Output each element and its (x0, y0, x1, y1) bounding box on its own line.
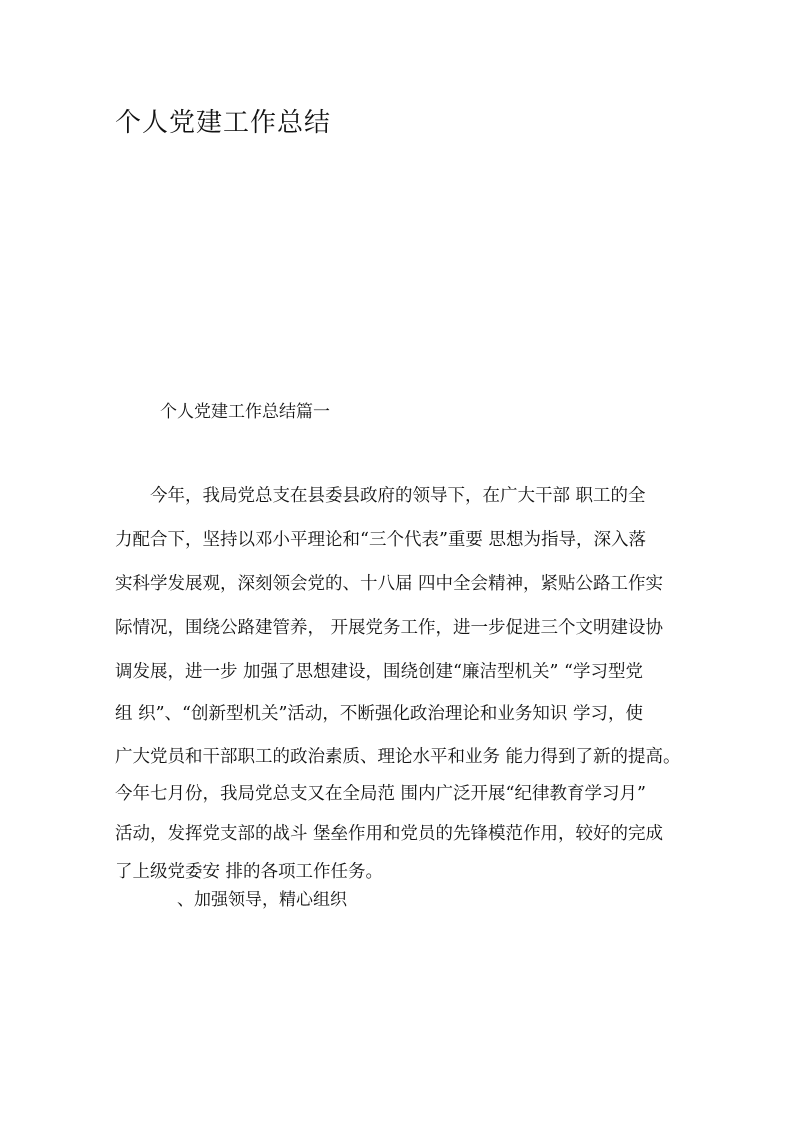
paragraph-line-3: 实科学发展观，深刻领会党的、十八届 四中全会精神，紧贴公路工作实 (115, 574, 664, 594)
paragraph-line-8: 今年七月份，我局党总支又在全局范 围内广泛开展“纪律教育学习月” (115, 784, 646, 804)
section-heading: 个人党建工作总结篇一 (160, 402, 330, 422)
paragraph-line-4: 际情况，围绕公路建管养， 开展党务工作，进一步促进三个文明建设协 (115, 618, 664, 638)
paragraph-line-5: 调发展，进一步 加强了思想建设，围绕创建“廉洁型机关” “学习型党 (115, 662, 643, 682)
document-title: 个人党建工作总结 (115, 108, 332, 138)
paragraph-line-10: 了上级党委安 排的各项工作任务。 (115, 862, 384, 882)
paragraph-line-7: 广大党员和干部职工的政治素质、理论水平和业务 能力得到了新的提高。 (115, 747, 681, 767)
paragraph-line-6: 组 织”、“创新型机关”活动，不断强化政治理论和业务知识 学习，使 (115, 704, 643, 724)
paragraph-line-2: 力配合下，坚持以邓小平理论和“三个代表”重要 思想为指导，深入落 (115, 530, 646, 550)
sub-heading: 、加强领导，精心组织 (177, 890, 347, 910)
paragraph-line-1: 今年，我局党总支在县委县政府的领导下，在广大干部 职工的全 (115, 486, 646, 506)
paragraph-line-9: 活动，发挥党支部的战斗 堡垒作用和党员的先锋模范作用，较好的完成 (115, 824, 664, 844)
